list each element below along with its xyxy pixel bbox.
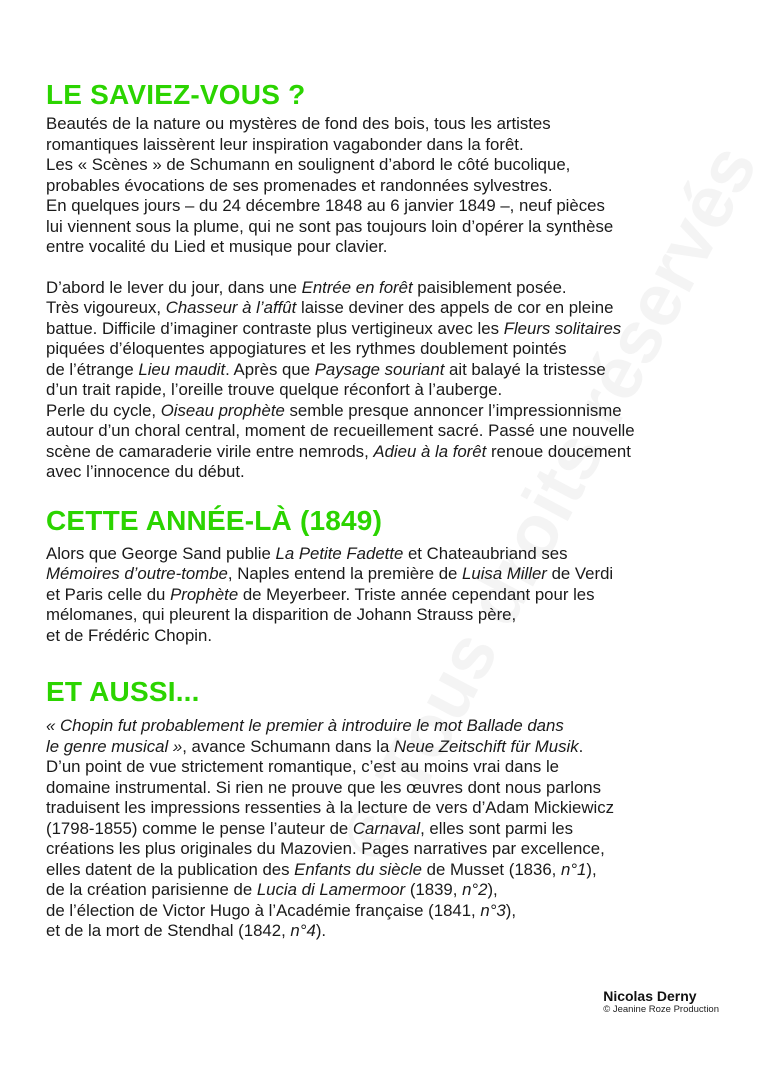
ballade-number: n°2 — [462, 880, 488, 899]
section-title-cette-annee: CETTE ANNÉE-LÀ (1849) — [46, 504, 383, 536]
work-title: Carnaval — [352, 818, 421, 838]
quote-line: « Chopin fut probablement le premier à introduire le mot Ballade dans — [46, 716, 564, 735]
text-line: Perle du cycle, Oiseau prophète semble presque annoncer l’impressionnisme — [46, 400, 622, 420]
text-line: domaine instrumental. Si rien ne prouve que les œuvres dont nous parlons — [46, 777, 602, 797]
text-line: piquées d’éloquentes appogiatures et les rythmes doublement pointés — [46, 339, 567, 358]
section-paragraph — [46, 114, 726, 258]
text-line: (1798-1855) comme le pense l’auteur de Carnaval, elles sont parmi les — [46, 818, 574, 838]
work-title: Lieu maudit — [138, 359, 226, 379]
text-line: Beautés de la nature ou mystères de fond des bois, tous les artistes — [46, 114, 551, 133]
section-paragraph — [46, 278, 726, 483]
text-line: romantiques laissèrent leur inspiration vagabonder dans la forêt. — [46, 134, 524, 154]
work-title: Neue Zeitschift für Musik — [393, 736, 579, 756]
text-line: lui viennent sous la plume, qui ne sont pas toujours loin d’opérer la synthèse — [46, 216, 614, 236]
section-paragraph — [46, 544, 726, 647]
text-line: mélomanes, qui pleurent la disparition de Johann Strauss père, — [46, 605, 517, 624]
quote-text: le genre musical » — [46, 736, 183, 756]
text-line: entre vocalité du Lied et musique pour clavier. — [46, 237, 388, 256]
work-title: Paysage souriant — [314, 359, 445, 379]
work-title: Entrée en forêt — [301, 277, 413, 297]
work-title: Lucia di Lamermoor — [256, 880, 406, 899]
work-title: Adieu à la forêt — [373, 441, 487, 461]
text-line: et de la mort de Stendhal (1842, n°4). — [46, 921, 327, 940]
work-title: Luisa Miller — [462, 564, 547, 583]
work-title: Prophète — [170, 584, 239, 604]
text-line: D’abord le lever du jour, dans une Entrée en forêt paisiblement posée. — [46, 277, 567, 297]
copyright-notice: © Jeanine Roze Production — [603, 1004, 719, 1015]
text-line: Mémoires d’outre-tombe, Naples entend la première de Luisa Miller de Verdi — [46, 564, 614, 583]
text-line: de la création parisienne de Lucia di Lamermoor (1839, n°2), — [46, 880, 498, 899]
text-line: autour d’un choral central, moment de recueillement sacré. Passé une nouvelle — [46, 421, 635, 440]
section-paragraph — [46, 716, 726, 942]
work-title: Fleurs solitaires — [503, 318, 622, 338]
text-line: le genre musical », avance Schumann dans la Neue Zeitschift für Musik. — [46, 736, 584, 756]
text-line: battue. Difficile d’imaginer contraste plus vertigineux avec les Fleurs solitaires — [46, 318, 622, 338]
text-line: créations les plus originales du Mazovien. Pages narratives par excellence, — [46, 839, 605, 858]
text-line: et Paris celle du Prophète de Meyerbeer. Triste année cependant pour les — [46, 584, 595, 604]
text-line: Alors que George Sand publie La Petite Fadette et Chateaubriand ses — [46, 543, 568, 563]
author-name: Nicolas Derny — [603, 988, 697, 1004]
work-title: Enfants du siècle — [294, 859, 422, 879]
text-line: Très vigoureux, Chasseur à l’affût laisse deviner des appels de cor en pleine — [46, 298, 614, 317]
text-line: d’un trait rapide, l’oreille trouve quelque réconfort à l’auberge. — [46, 380, 503, 399]
document-page — [46, 78, 726, 942]
work-title: La Petite Fadette — [275, 543, 404, 563]
ballade-number: n°1 — [560, 859, 587, 879]
signature-block — [603, 988, 719, 1016]
ballade-number: n°4 — [290, 921, 316, 940]
ballade-number: n°3 — [480, 900, 506, 920]
section-title-et-aussi: ET AUSSI... — [46, 676, 200, 707]
work-title: Oiseau prophète — [160, 400, 285, 420]
text-line: elles datent de la publication des Enfants du siècle de Musset (1836, n°1), — [46, 859, 597, 879]
text-line: Les « Scènes » de Schumann en soulignent d’abord le côté bucolique, — [46, 155, 571, 174]
text-line: probables évocations de ses promenades et randonnées sylvestres. — [46, 175, 553, 195]
text-line: avec l’innocence du début. — [46, 462, 245, 481]
text-line: En quelques jours – du 24 décembre 1848 au 6 janvier 1849 –, neuf pièces — [46, 196, 605, 215]
text-line: traduisent les impressions ressenties à la lecture de vers d’Adam Mickiewicz — [46, 798, 614, 817]
text-line: scène de camaraderie virile entre nemrods, Adieu à la forêt renoue doucement — [46, 441, 631, 461]
text-line: de l’étrange Lieu maudit. Après que Paysage souriant ait balayé la tristesse — [46, 359, 606, 379]
work-title: Chasseur à l’affût — [165, 298, 297, 317]
text-line: de l’élection de Victor Hugo à l’Académie française (1841, n°3), — [46, 900, 517, 920]
section-title-saviez-vous: LE SAVIEZ-VOUS ? — [46, 79, 306, 110]
text-line: et de Frédéric Chopin. — [46, 625, 213, 645]
work-title: Mémoires d’outre-tombe — [46, 564, 228, 583]
text-line: D’un point de vue strictement romantique, c’est au moins vrai dans le — [46, 757, 560, 776]
